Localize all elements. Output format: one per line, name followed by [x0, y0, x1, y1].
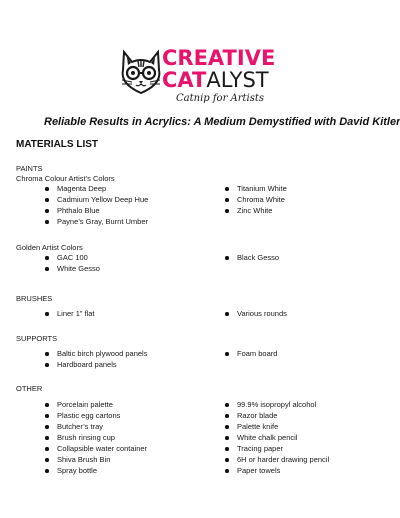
list-item: Various rounds — [222, 308, 287, 319]
list-item: Baltic birch plywood panels — [42, 348, 147, 359]
supports-right-list — [222, 348, 277, 359]
golden-colors-right-list — [222, 252, 279, 263]
list-item: Brush rinsing cup — [42, 432, 147, 443]
list-item: Black Gesso — [222, 252, 279, 263]
list-item: Liner 1” flat — [42, 308, 95, 319]
logo-word-alyst: ALYST — [206, 68, 269, 92]
list-item: Razor blade — [222, 410, 329, 421]
list-item: 6H or harder drawing pencil — [222, 454, 329, 465]
list-item: Butcher’s tray — [42, 421, 147, 432]
sub-label-chroma: Chroma Colour Artist’s Colors — [16, 174, 115, 183]
section-label-supports: SUPPORTS — [16, 334, 58, 343]
list-item: Porcelain palette — [42, 399, 147, 410]
brushes-right-list — [222, 308, 287, 319]
list-item: Collapsible water container — [42, 443, 147, 454]
other-right-list — [222, 399, 329, 476]
list-item: Titanium White — [222, 183, 287, 194]
list-item: Paper towels — [222, 465, 329, 476]
list-item: White chalk pencil — [222, 432, 329, 443]
list-item: Spray bottle — [42, 465, 147, 476]
chroma-colors-right-list — [222, 183, 287, 216]
logo-word-cat: CAT — [162, 68, 207, 92]
materials-list-heading: MATERIALS LIST — [16, 139, 99, 150]
section-label-brushes: BRUSHES — [16, 294, 53, 303]
creative-catalyst-logo — [118, 46, 288, 108]
list-item: Plastic egg cartons — [42, 410, 147, 421]
list-item: Chroma White — [222, 194, 287, 205]
list-item: 99.9% isopropyl alcohol — [222, 399, 329, 410]
list-item: Phthalo Blue — [42, 205, 148, 216]
chroma-colors-left-list — [42, 183, 148, 227]
workshop-title: Reliable Results in Acrylics: A Medium Demystified with David Kitler — [44, 116, 400, 128]
list-item: Palette knife — [222, 421, 329, 432]
list-item: Tracing paper — [222, 443, 329, 454]
supports-left-list — [42, 348, 147, 370]
logo-word-creative: CREATIVE — [162, 46, 276, 70]
list-item: Magenta Deep — [42, 183, 148, 194]
list-item: Cadmium Yellow Deep Hue — [42, 194, 148, 205]
brushes-left-list — [42, 308, 95, 319]
list-item: Foam board — [222, 348, 277, 359]
list-item: Hardboard panels — [42, 359, 147, 370]
section-label-paints: PAINTS — [16, 164, 43, 173]
list-item: White Gesso — [42, 263, 100, 274]
logo-tagline: Catnip for Artists — [176, 93, 265, 104]
cat-with-glasses-icon — [118, 46, 164, 98]
list-item: Payne’s Gray, Burnt Umber — [42, 216, 148, 227]
section-label-other: OTHER — [16, 384, 43, 393]
list-item: Shiva Brush Bin — [42, 454, 147, 465]
list-item: GAC 100 — [42, 252, 100, 263]
golden-colors-left-list — [42, 252, 100, 274]
list-item: Zinc White — [222, 205, 287, 216]
other-left-list — [42, 399, 147, 476]
logo-word-catalyst — [162, 69, 269, 91]
sub-label-golden: Golden Artist Colors — [16, 243, 83, 252]
